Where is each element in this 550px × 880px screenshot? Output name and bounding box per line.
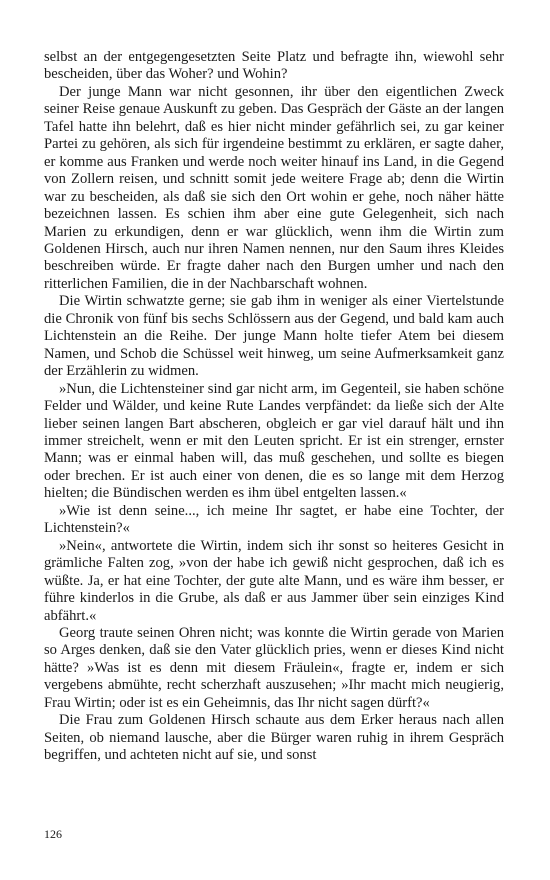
paragraph-4: »Nun, die Lichtensteiner sind gar nicht arm, im Gegenteil, sie haben schöne Felder und Wälder, und keine Rute Landes verpfändet: da ließe sich der Alte lieber seinen langen Bart abscheren, obgleich er gar viel darauf hält und ihn immer streichelt, wenn er mit den Leuten spricht. Er ist ein strenger, ernster Mann; was er einmal haben will, das muß geschehen, und sollte es biegen oder brechen. Er ist auch einer von denen, die es so lange mit dem Herzog hielten; die Bündischen werden es ihm übel entgelten lassen.« [44, 380, 504, 502]
page-body [44, 49, 504, 765]
paragraph-1: selbst an der entgegengesetzten Seite Platz und befragte ihn, wiewohl sehr bescheiden, über das Woher? und Wohin? [44, 49, 504, 83]
paragraph-3: Die Wirtin schwatzte gerne; sie gab ihm in weniger als einer Viertelstunde die Chronik von fünf bis sechs Schlössern aus der Gegend, und bald kam auch Lichtenstein an die Reihe. Der junge Mann holte tiefer Atem bei diesem Namen, und Schob die Schüssel weit hinweg, um seine Aufmerksamkeit ganz der Erzählerin zu widmen. [44, 293, 504, 380]
paragraph-7: Georg traute seinen Ohren nicht; was konnte die Wirtin gerade von Marien so Arges denken, daß sie den Vater glücklich pries, wenn er dieses Kind nicht hätte? »Was ist es denn mit diesem Fräulein«, fragte er, indem er sich vergebens abmühte, recht scherzhaft auszusehen; »Ihr macht mich neugierig, Frau Wirtin; oder ist es ein Geheimnis, das Ihr nicht sagen dürft?« [44, 624, 504, 711]
paragraph-2: Der junge Mann war nicht gesonnen, ihr über den eigentlichen Zweck seiner Reise genaue Auskunft zu geben. Das Gespräch der Gäste an der langen Tafel hatte ihn belehrt, daß es hier nicht minder gefährlich sei, zu gar keiner Partei zu gehören, als sich für irgendeine bestimmt zu erklären, er sagte daher, er komme aus Franken und werde noch weiter hinauf ins Land, in die Gegend von Zollern reisen, und schnitt somit jede weitere Frage ab; denn die Wirtin war zu bescheiden, als daß sie sich den Ort wohin er gehe, noch näher hätte bezeichnen lassen. Es schien ihm aber eine gute Gelegenheit, sich nach Marien zu erkundigen, denn er war glücklich, wenn ihm die Wirtin zum Goldenen Hirsch, auch nur ihren Namen nennen, nur den Saum ihres Kleides beschreiben würde. Er fragte daher nach den Burgen umher und nach den ritterlichen Familien, die in der Nachbarschaft wohnen. [44, 83, 504, 292]
paragraph-6: »Nein«, antwortete die Wirtin, indem sich ihr sonst so heiteres Gesicht in grämliche Falten zog, »von der habe ich gewiß nicht gesprochen, daß ich es wüßte. Ja, er hat eine Tochter, der gute alte Mann, und es wäre ihm besser, er führe kinderlos in die Grube, als daß er aus Jammer über sein einziges Kind abfährt.« [44, 537, 504, 624]
page-number: 126 [44, 827, 62, 841]
paragraph-8: Die Frau zum Goldenen Hirsch schaute aus dem Erker heraus nach allen Seiten, ob niemand lausche, aber die Bürger waren ruhig in ihrem Gespräch begriffen, und achteten nicht auf sie, und sonst [44, 712, 504, 764]
paragraph-5: »Wie ist denn seine..., ich meine Ihr sagtet, er habe eine Tochter, der Lichtenstein?« [44, 502, 504, 537]
